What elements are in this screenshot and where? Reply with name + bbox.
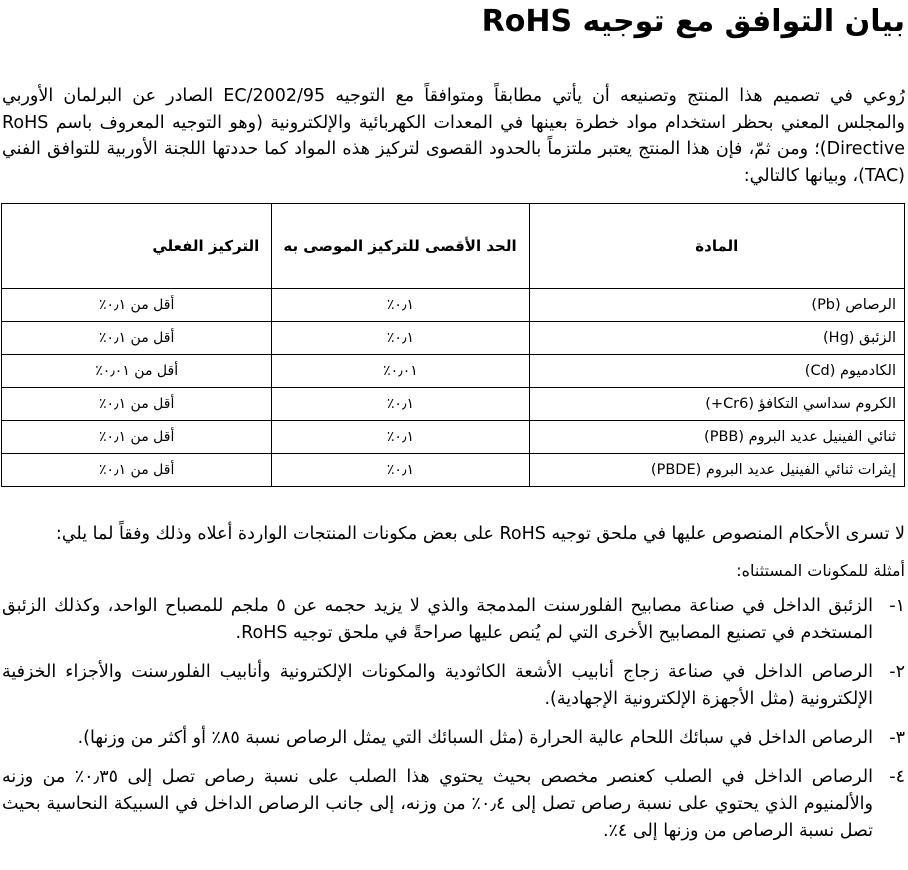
list-item xyxy=(2,659,905,713)
actual-concentration-cell: أقل من ٠٫١٪ xyxy=(2,454,272,487)
actual-concentration-cell: أقل من ٠٫١٪ xyxy=(2,388,272,421)
substance-cell: الكادميوم (Cd) xyxy=(529,355,904,388)
document-title: بيان التوافق مع توجيه RoHS xyxy=(481,4,905,39)
table-row xyxy=(2,388,905,421)
header-max-concentration: الحد الأقصى للتركيز الموصى به xyxy=(272,204,529,289)
table-row xyxy=(2,322,905,355)
list-item xyxy=(2,593,905,647)
substance-cell: إيثرات ثنائي الفينيل عديد البروم (PBDE) xyxy=(529,454,904,487)
header-actual-concentration: التركيز الفعلي xyxy=(2,204,272,289)
item-text: الرصاص الداخل في الصلب كعنصر مخصص بحيث يحتوي هذا الصلب على نسبة رصاص تصل إلى ٠٫٣٥٪ من وزنه والألمنيوم الذي يحتوي على نسبة رصاص تصل إلى ٠٫٤٪ من وزنه، إلى جانب الرصاص الداخل في السبيكة النحاسية بحيث تصل نسبة الرصاص من وزنها إلى ٤٪. xyxy=(2,767,874,841)
list-item xyxy=(2,725,905,752)
table-row xyxy=(2,289,905,322)
item-number: ٤- xyxy=(889,767,905,787)
max-concentration-cell: ٠٫١٪ xyxy=(272,454,529,487)
list-item xyxy=(2,764,905,845)
max-concentration-cell: ٠٫٠١٪ xyxy=(272,355,529,388)
item-number: ٣- xyxy=(889,728,905,748)
intro-paragraph: رُوعي في تصميم هذا المنتج وتصنيعه أن يأتي مطابقاً ومتوافقاً مع التوجيه 2002/95/EC الصادر عن البرلمان الأوربي والمجلس المعني بحظر استخدام مواد خطرة بعينها في المعدات الكهربائية والإلكترونية (وهو التوجيه المعروف باسم RoHS Directive)؛ ومن ثمّ، فإن هذا المنتج يعتبر ملتزماً بالحدود القصوى لتركيز هذه المواد كما حددتها اللجنة الأوربية للتوافق الفني (TAC)، وبيانها كالتالي: xyxy=(2,86,905,186)
max-concentration-cell: ٠٫١٪ xyxy=(272,388,529,421)
table-header-row xyxy=(2,204,905,289)
table-row xyxy=(2,355,905,388)
substance-cell: الزئبق (Hg) xyxy=(529,322,904,355)
item-number: ٢- xyxy=(889,662,905,682)
actual-concentration-cell: أقل من ٠٫١٪ xyxy=(2,322,272,355)
substance-cell: الكروم سداسي التكافؤ (Cr6+) xyxy=(529,388,904,421)
exemption-lead: لا تسرى الأحكام المنصوص عليها في ملحق توجيه RoHS على بعض مكونات المنتجات الواردة أعلاه وذلك وفقاً لما يلي: xyxy=(55,524,905,544)
item-number: ١- xyxy=(889,596,905,616)
substance-cell: ثنائي الفينيل عديد البروم (PBB) xyxy=(529,421,904,454)
max-concentration-cell: ٠٫١٪ xyxy=(272,322,529,355)
substances-table xyxy=(1,203,905,487)
exemptions-list xyxy=(2,593,905,845)
examples-heading: أمثلة للمكونات المستثناه: xyxy=(736,561,905,580)
table-row xyxy=(2,421,905,454)
actual-concentration-cell: أقل من ٠٫٠١٪ xyxy=(2,355,272,388)
item-text: الرصاص الداخل في صناعة زجاج أنابيب الأشعة الكاثودية والمكونات الإلكترونية وأنابيب الفلورسنت والأجزاء الخزفية الإلكترونية (مثل الأجهزة الإلكترونية الإجهادية). xyxy=(2,662,873,709)
actual-concentration-cell: أقل من ٠٫١٪ xyxy=(2,421,272,454)
item-text: الزئبق الداخل في صناعة مصابيح الفلورسنت المدمجة والذي لا يزيد حجمه عن ٥ ملجم للمصباح الواحد، وكذلك الزئبق المستخدم في تصنيع المصابيح الأخرى التي لم يُنص عليها صراحةً في ملحق توجيه RoHS. xyxy=(2,596,873,643)
substance-cell: الرصاص (Pb) xyxy=(529,289,904,322)
max-concentration-cell: ٠٫١٪ xyxy=(272,289,529,322)
table-row xyxy=(2,454,905,487)
max-concentration-cell: ٠٫١٪ xyxy=(272,421,529,454)
item-text: الرصاص الداخل في سبائك اللحام عالية الحرارة (مثل السبائك التي يمثل الرصاص نسبة ٨٥٪ أو أكثر من وزنها). xyxy=(77,728,873,748)
actual-concentration-cell: أقل من ٠٫١٪ xyxy=(2,289,272,322)
header-substance: المادة xyxy=(529,204,904,289)
